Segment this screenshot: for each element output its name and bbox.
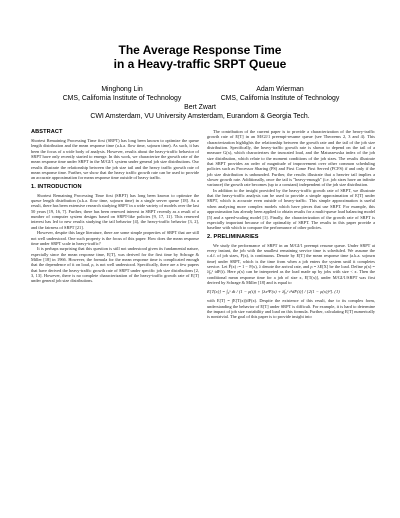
author-3-name: Bert Zwart	[184, 104, 216, 111]
intro-paragraph-5: In addition to the insight provided by the heavy-traffic growth rate of SRPT, we illustrate that the heavy-traffic analysis can be used to provide a simple approximation of E[T] under SRPT, which is accurate even outside of heavy-traffic. This simple approximation is useful when analyzing more complex models which have pieces that use SRPT. For example, this approximation has already been applied to obtain results for a multi-queue load balancing model [5] and a speed-scaling model [1]. Finally, the characterization of the growth rate of SRPT is especially important because of the optimality of SRPT. The results in this paper provide a baseline with which to compare the performance of other policies.	[207, 187, 375, 231]
author-2-name: Adam Wierman	[256, 86, 304, 93]
author-1-affiliation: CMS, California Institute of Technology	[62, 94, 182, 102]
author-3	[30, 104, 370, 121]
prelim-paragraph-2: with E[T] = ∫E[T(x)]dF(x). Despite the existence of this result, due to its complex form, understanding the behavior of E[T] under SRPT is difficult. For example, it is hard to determine the impact of job size variability and load on this formula. Further, calculating E[T] numerically is nontrivial. The goal of this paper is to provide insight into	[207, 298, 375, 320]
right-column	[207, 129, 375, 320]
intro-paragraph-3: It is perhaps surprising that this question is still not understood given its fundamental nature, especially since the mean response time, E[T], was derived for the first time by Schrage & Miller [18] in 1966. However, the formula for the mean response time is complicated enough that the dependence of it on load, ρ, is not well understood. Specifically, there are a few papers that have derived the heavy-traffic growth rate of SRPT under specific job size distributions [2, 3, 13]. However, there is no complete characterization of the heavy-traffic growth rate of E[T] under general job size distributions.	[31, 246, 199, 284]
author-2	[200, 86, 360, 103]
abstract-heading: ABSTRACT	[31, 129, 63, 135]
intro-paragraph-1: Shortest Remaining Processing Time first (SRPT) has long been known to optimize the queue length distribution (a.k.a. flow time, sojourn time) in a single server queue [18]. As a result, there has been extensive research studying SRPT in a wide variety of models over the last 50 years [19, 16, 7]. Further, there has been renewed interest in SRPT recently as a result of a number of computer system designs based on SRPT-like policies [9, 17, 11]. This renewed interest has led to new results studying the tail behavior [4], the heavy-traffic behavior [3, 2], and the fairness of SRPT [21].	[31, 192, 199, 230]
author-1-name: Minghong Lin	[101, 86, 143, 93]
paper-title	[0, 43, 400, 71]
prelim-paragraph-1: We study the performance of SRPT in an M/GI/1 preempt resume queue. Under SRPT at every instant, the job with the smallest remaining service time is scheduled. We assume the c.d.f. of job sizes, F(x), is continuous. Denote by E[T] the mean response time (a.k.a. sojourn time) under SRPT, which is the time from when a job enters the system until it completes service. Let F̄(x) := 1 − F(x), λ denote the arrival rate, and ρ = λE[X] be the load. Define ρ(x) = λ∫₀ˣ tdF(t). Here ρ(x) can be interpreted as the load made up by jobs with size < x. Then the conditional mean response time for a job of size x, E[T(x)], under M/GI/1/SRPT was first derived by Schrage & Miller [18] and is equal to	[207, 242, 375, 285]
prelim-heading: 2. PRELIMINARIES	[207, 233, 259, 240]
title-line-1: The Average Response Time	[118, 43, 282, 57]
equation-1: E[T(x)] = ∫₀ˣ dt / (1 − ρ(t)) + [λx²F̄(x) + λ∫₀ˣ t²dF(t)] / [2(1 − ρ(x))²]. (1)	[207, 289, 340, 295]
left-column	[31, 129, 199, 284]
intro-paragraph-2: However, despite this large literature, there are some simple properties of SRPT that are still not well understood. One such property is the focus of this paper: How does the mean response time under SRPT scale in heavy-traffic?	[31, 230, 199, 246]
author-3-affiliation: CWI Amsterdam, VU University Amsterdam, Eurandom & Georgia Tech.	[90, 112, 310, 120]
abstract-text: Shortest Remaining Processing Time first (SRPT) has long been known to optimize the queue length distribution and the mean response time (a.k.a. flow time, sojourn time). As such, it has been the focus of a wide body of analysis. However, results about the heavy-traffic behavior of SRPT have only recently started to emerge. In this work, we characterize the growth rate of the mean response time under SRPT in the M/GI/1 system under general job size distributions. Our results illustrate the relationship between the job size tail and the heavy traffic growth rate of mean response time. Further, we show that the heavy traffic growth rate can be used to provide an accurate approximation for mean response time outside of heavy traffic.	[31, 138, 199, 181]
author-2-affiliation: CMS, California Institute of Technology	[220, 94, 340, 102]
intro-heading: 1. INTRODUCTION	[31, 183, 82, 190]
intro-paragraph-4: The contribution of the current paper is to provide a characterization of the heavy-traffic growth rate of E[T] in an M/GI/1 preempt-resume queue (see Theorems 2, 3 and 4). This characterization highlights the relationship between the growth rate and the tail of the job size distribution. Specifically, the heavy-traffic growth rate is shown to depend on the tail of a measure G(x), which characterizes the truncated load, and the Matuszewska index of the job size distribution, which relate to the moment conditions of the job sizes. The results illustrate that SRPT provides an order of magnitude of improvement over other common scheduling policies such as Processor Sharing (PS) and First Come First Served (FCFS) if and only if the job size distribution is unbounded. Further, the results illustrate that a heavier tail implies a slower growth rate. Additionally, once the tail is "heavy-enough" (i.e. job sizes have an infinite variance) the growth rate becomes (up to a constant) independent of the job size distribution.	[207, 129, 375, 188]
title-line-2: in a Heavy-traffic SRPT Queue	[113, 57, 287, 71]
author-1	[52, 86, 192, 103]
